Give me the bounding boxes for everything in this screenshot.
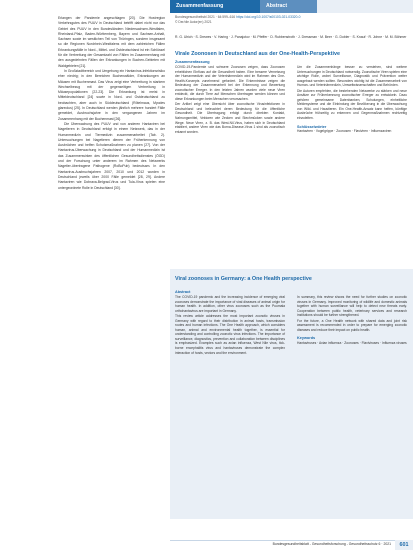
- tab-bar-filler: [317, 0, 413, 13]
- section-tab-bar: [170, 0, 413, 13]
- section-heading: Abstract: [175, 290, 191, 294]
- author-list: R. G. Ulrich · S. Drewes · V. Haring · J. Panajotov · M. Pfeffer · D. Rubbenstroth · J. Dressman · M. Beer · G. Dobler · S. Knauf · R. Johne · M. M. Böhmer: [175, 35, 407, 39]
- article-title-de: Virale Zoonosen in Deutschland aus der One-Health-Perspektive: [175, 51, 340, 57]
- footer-divider: [170, 540, 413, 541]
- abstract-paragraph: Die Autoren empfehlen, die bestehenden Netzwerke zu stärken und neue Ansätze zur Früherkennung zoonotischer Erreger zu entwickeln. Dazu gehören gemeinsame Datenbanken, Schulungen, einheitliche Meldesysteme und die Einbindung der Bevölkerung in die Überwachung von Wild- und Haustieren. Ein One-Health-Ansatz kann helfen, künftige Ausbrüche frühzeitig zu erkennen und Gegenmaßnahmen rechtzeitig einzuleiten.: [297, 88, 407, 121]
- page-footer: [170, 540, 413, 550]
- keywords-list: Hantaviruses · Avian influenza · Zoonoses · Flaviviruses · Influenza viruses: [297, 340, 407, 345]
- abstract-paragraph: For the future, a One Health network with shared data and joint risk assessment is recommended in order to prepare for emerging zoonotic diseases and reduce their impact on public health.: [297, 318, 407, 332]
- tab-zusammenfassung: Zusammenfassung: [170, 0, 260, 13]
- citation-meta: [175, 15, 407, 24]
- section-heading: Zusammenfassung: [175, 60, 210, 64]
- body-paragraph: Die Überwachung des PUUV und von anderen Hantaviren bei Nagetieren in Deutschland erfolgt in einem Netzwerk, das in der Humanmedizin und Tiermedizin zusammenarbeitet (Tab. 2). Untersuchungen bei Nagetieren dienen der Früherkennung von Ausbrüchen und helfen Schutzmaßnahmen zu planen [27]. Von der Hantavirus-Überwachung in Deutschland und der Humanmedizin ist das Zusammenwirken des öffentlichen Gesundheitsdienstes (ÖGD) und der Forschung unter anderem im Rahmen des Netzwerks Nagetier-übertragene Pathogene (RoBoPub) bedeutsam. In den Hantavirus-Ausbruchsjahren 2007, 2010 und 2012 wurden in Deutschland jeweils über 2000 Fälle gemeldet [28, 29]. Andere Hantaviren wie Dobrava-Belgrad-Virus und Tula-Virus spielen eine untergeordnete Rolle in Deutschland [30].: [58, 121, 165, 190]
- abstract-en: [175, 290, 407, 356]
- abstract-paragraph: Der Artikel zeigt eine Übersicht über zoonotische Virusinfektionen in Deutschland und beleuchtet deren Bedeutung für die öffentliche Gesundheit. Die Übertragung erfolgt durch direkten Kontakt, Nahrungsmittel, Vektoren wie Zecken und Stechmücken sowie andere Wege. Neue Viren, z. B. das West-Nil-Virus, haben sich in Deutschland etabliert, andere Viren wie das Borna-Disease-Virus 1 sind als zoonotisch erkannt worden.: [175, 102, 285, 134]
- keywords-heading: Keywords: [297, 336, 316, 341]
- keywords-list: Hantaviren · Vogelgrippe · Zoonosen · Flaviviren · Influenzaviren: [297, 129, 392, 134]
- tab-abstract: Abstract: [260, 0, 317, 13]
- abstract-de: [175, 60, 407, 260]
- abstract-paragraph: In summary, this review shows the need for further studies on zoonotic viruses in Germany. Improved monitoring of wildlife and domestic animals together with human surveillance will help to detect new threats early. Cooperation between public health, veterinary services and research institutions should be further strengthened.: [297, 295, 407, 318]
- keywords-heading: Schlüsselwörter: [297, 124, 327, 129]
- article-title-en: Viral zoonoses in Germany: a One Health perspective: [175, 276, 312, 282]
- english-abstract-box: [170, 269, 413, 519]
- body-paragraph: In Großstadtbereich und Umgebung ein Hantavirus-Infektionsrisiko eher niedrig; in den Bereichen Buchenwälder, Erkrankungen an Mäusen mit Buchenmast. Das Virus zeigt eine Verbreitung in starkem Wechselbezug mit der gegenseitigen Verbreitung in Mäusepopulationen [22-23]. Die Erkrankung ist meist in Mitteldeutschland [24] sowie in Nord- und Ostdeutschland zu beobachten, aber auch in Süddeutschland (Rötelmaus, Myodes glareolus) [25]. In Deutschland werden jährlich mehrere hundert Fälle gemeldet, Ausbruchsjahre in den vergangenen Jahren im Zusammenhang mit der Buchenmast [26].: [58, 68, 165, 121]
- abstract-column-left: [175, 295, 285, 356]
- abstract-paragraph: Um die Zusammenhänge besser zu verstehen, sind weitere Untersuchungen in Deutschland notwendig. Zoonotische Viren spielen eine wichtige Rolle, wobei Surveillance, Diagnostik und Prävention weiter ausgebaut werden sollten. Besonders wichtig ist die Zusammenarbeit von Human- und Veterinärmedizin, Umweltwissenschaften und Behörden.: [297, 65, 407, 88]
- abstract-paragraph: This review article addresses the most important zoonotic viruses in Germany with regard to their distribution in animal hosts, transmission routes and human infections. The One Health approach, which considers human, animal and environmental health together, is essential for understanding and controlling zoonotic virus infections. The importance of surveillance, diagnostics, prevention and collaboration between disciplines is emphasized. Examples such as avian influenza, West Nile virus, tick-borne encephalitis virus and hantaviruses demonstrate the complex interaction of hosts, vectors and the environment.: [175, 314, 285, 355]
- abstract-column-left: [175, 65, 285, 135]
- page-number: 601: [395, 540, 413, 550]
- footer-journal: Bundesgesundheitsblatt - Gesundheitsforschung - Gesundheitsschutz 6 · 2021: [272, 542, 391, 546]
- abstract-paragraph: COVID-19-Pandemie und schwere Zoonosen zeigen, dass Zoonosen erheblichen Einfluss auf die Gesundheit haben. Eine bessere Vernetzung der Humanmedizin und der Veterinärmedizin wird im Rahmen des One-Health-Konzepts zunehmend gefordert. Die Erkenntnisse zeigen die Bedeutung der Zusammenarbeit bei der Erkennung und Bewertung zoonotischer Erreger. In den letzten Jahren wurden viele neue Viren entdeckt, die durch Tiere auf Menschen übertragen werden können und diese Erkrankungen beim Menschen verursachen.: [175, 65, 285, 101]
- abstract-column-right: [297, 65, 407, 135]
- copyright-line: © Der/die Autor(en) 2021: [175, 19, 212, 24]
- left-body-column: [58, 16, 165, 191]
- doi-link[interactable]: https://doi.org/10.1007/s00103-021-03320-0: [236, 15, 301, 19]
- abstract-paragraph: The COVID-19 pandemic and the increasing incidence of emerging viral zoonoses demonstrate the importance of viral diseases of animal origin for human health. In addition, other virus zoonoses such as the Puumala orthohantavirus are important in Germany.: [175, 295, 285, 313]
- citation-journal: Bundesgesundheitsbl 2021 · 64:599–616: [175, 15, 236, 19]
- abstract-panel: [170, 0, 413, 550]
- body-paragraph: Erlangen der Pandemie angeschlagen [20]. Die Hostregion Verkehrsgutes des PUUV in Deutschland betrifft dabei nicht nur das Gebiet des PUUV in den Bundesländern Niedersachsen-Westfalen, Rheinland-Pfalz, Baden-Württemberg, Bayern und Sachsen-Anhalt, Sachsen sowie im westlichen Teil von Thüringen, sondern insgesamt so die Regionen Nordrhein-Westfalens mit dem zahlreichen Fällen Erkrankungsfälle in Nord-, Mittel- und Ostdeutschland ist ein Schlüssel für die Verbreitung der Gesamtzahl von Fällen im Zusammenhang mit den ausgedehnten Fällen der Erkrankungen in Buchen-Gebieten mit Waldgebieten [21].: [58, 16, 165, 68]
- abstract-column-right: [297, 295, 407, 356]
